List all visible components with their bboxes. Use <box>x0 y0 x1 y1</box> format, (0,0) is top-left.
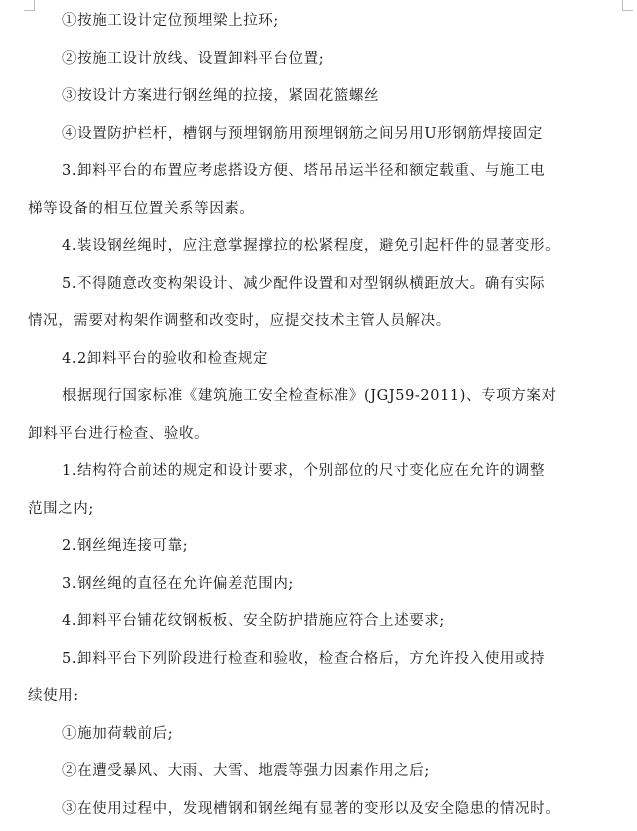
stage-item-1: ①施加荷载前后; <box>62 726 174 742</box>
check-item-2: 2.钢丝绳连接可靠; <box>62 538 189 554</box>
standard-paragraph-line-2: 卸料平台进行检查、验收。 <box>28 426 210 442</box>
stage-item-2: ②在遭受暴风、大雨、大雪、地震等强力因素作用之后; <box>62 763 430 779</box>
check-item-1-line-1: 1.结构符合前述的规定和设计要求，个别部位的尺寸变化应在允许的调整 <box>62 463 546 479</box>
step-item-3: ③按设计方案进行钢丝绳的拉接，紧固花篮螺丝 <box>62 88 380 104</box>
standard-paragraph-line-1: 根据现行国家标准《建筑施工安全检查标准》(JGJ59-2011)、专项方案对 <box>62 388 557 404</box>
paragraph-3-line-1: 3.卸料平台的布置应考虑搭设方便、塔吊吊运半径和额定载重、与施工电 <box>62 163 546 179</box>
check-item-3: 3.钢丝绳的直径在允许偏差范围内; <box>62 576 294 592</box>
check-item-1-line-2: 范围之内; <box>28 501 94 517</box>
page-corner-mark-left <box>24 0 35 11</box>
step-item-1: ①按施工设计定位预埋梁上拉环; <box>62 13 279 29</box>
step-item-4: ④设置防护栏杆，槽钢与预埋钢筋用预埋钢筋之间另用U形钢筋焊接固定 <box>62 126 543 142</box>
paragraph-5-line-2: 情况，需要对构架作调整和改变时，应提交技术主管人员解决。 <box>28 313 451 329</box>
page-corner-mark-right <box>622 0 633 11</box>
check-item-4: 4.卸料平台铺花纹钢板板、安全防护措施应符合上述要求; <box>62 613 445 629</box>
check-item-5-line-2: 续使用: <box>28 688 79 704</box>
paragraph-4: 4.装设钢丝绳时，应注意掌握撑拉的松紧程度，避免引起杆件的显著变形。 <box>62 238 561 254</box>
step-item-2: ②按施工设计放线、设置卸料平台位置; <box>62 51 325 67</box>
paragraph-5-line-1: 5.不得随意改变构架设计、减少配件设置和对型钢纵横距放大。确有实际 <box>62 276 546 292</box>
stage-item-3: ③在使用过程中，发现槽钢和钢丝绳有显著的变形以及安全隐患的情况时。 <box>62 801 561 817</box>
check-item-5-line-1: 5.卸料平台下列阶段进行检查和验收，检查合格后，方允许投入使用或持 <box>62 651 546 667</box>
paragraph-3-line-2: 梯等设备的相互位置关系等因素。 <box>28 201 255 217</box>
section-heading-4-2: 4.2卸料平台的验收和检查规定 <box>62 351 269 367</box>
